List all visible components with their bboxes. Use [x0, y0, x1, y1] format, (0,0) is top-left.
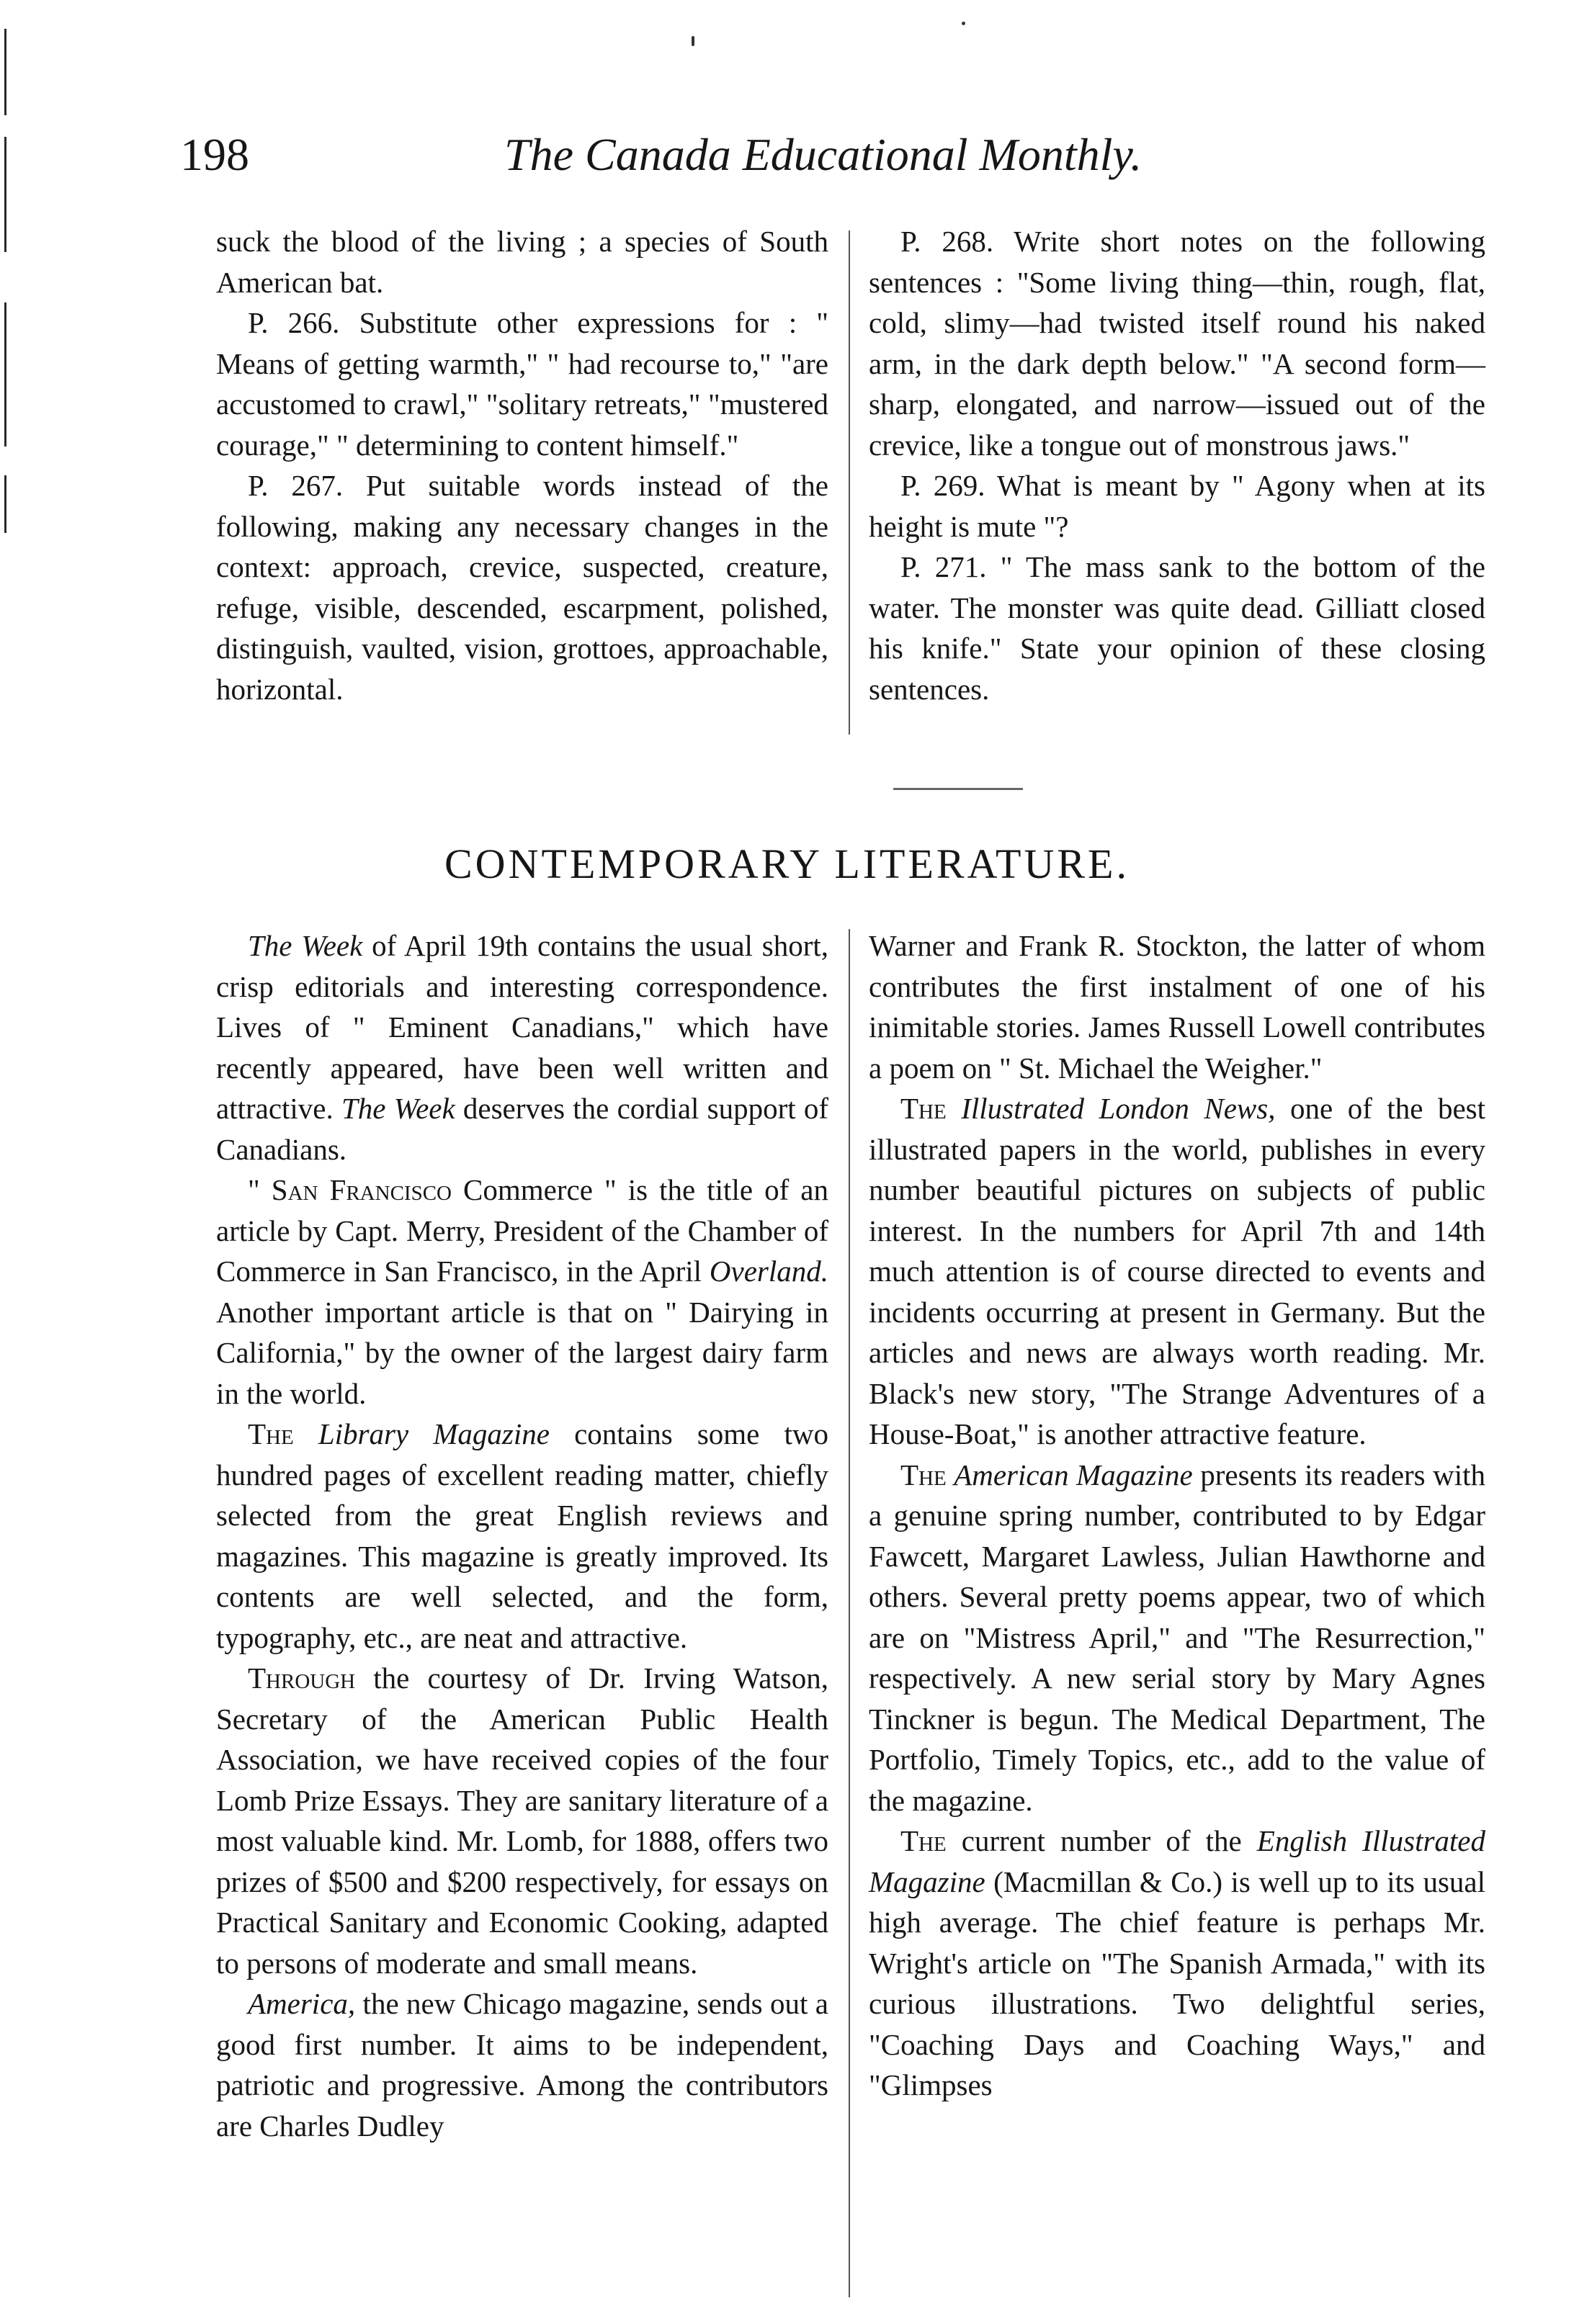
top-left-column [216, 221, 828, 709]
scan-margin-line [4, 29, 6, 115]
top-right-column [869, 221, 1485, 709]
paragraph-p268: P. 268. Write short notes on the following sentences : "Some living thing—thin, rough, flat, cold, slimy—had twisted itself round his naked arm, in the dark depth below." "A second form—sharp, elongated, and narrow—issued out of the crevice, like a tongue out of monstrous jaws." [869, 225, 1485, 462]
scan-margin-line [4, 475, 6, 533]
literature-right-column [869, 925, 1485, 2106]
text-library-magazine: contains some two hundred pages of excellent reading matter, chiefly selected from the great English reviews and magazines. This magazine is greatly improved. Its contents are well selected, and the form, typography, etc., are neat and attractive. [216, 1417, 828, 1654]
paragraph-lomb-prize [216, 1658, 828, 1983]
text-eim-1: current number of the [946, 1824, 1257, 1857]
running-title: The Canada Educational Monthly. [504, 129, 1143, 180]
page-header [180, 115, 1477, 194]
scan-margin-line [4, 137, 6, 252]
title-the-week-2: The Week [341, 1092, 455, 1125]
column-rule-bottom [849, 929, 850, 2297]
paragraph-p266: P. 266. Substitute other expressions for : " Means of getting warmth," " had recourse to," "are accustomed to crawl," "solitary retreats," "mustered courage," " determining to content himself." [216, 306, 828, 462]
text-iln-the: The [900, 1092, 947, 1125]
scan-margin-line [4, 302, 6, 447]
title-overland: Overland. [709, 1255, 828, 1288]
title-the-week: The Week [248, 929, 363, 962]
literature-left-column [216, 925, 828, 2146]
section-divider [893, 788, 1023, 790]
section-heading: CONTEMPORARY LITERATURE. [444, 840, 1130, 887]
paragraph-p269: P. 269. What is meant by " Agony when at its height is mute "? [869, 469, 1485, 543]
title-english-illustrated-magazine: English Illustrated Magazine [869, 1824, 1486, 1898]
paragraph-american-magazine [869, 1455, 1485, 1821]
paragraph-continued: Warner and Frank R. Stockton, the latter of whom contributes the first instalment of one of his inimitable stories. James Russell Lowell contributes a poem on " St. Michael the Weigher." [869, 929, 1485, 1085]
paragraph-the-week [216, 925, 828, 1170]
paragraph-library-magazine [216, 1414, 828, 1658]
text-america: the new Chicago magazine, sends out a good first number. It aims to be independent, patriotic and progressive. Among the contributors are Charles Dudley [216, 1987, 828, 2143]
scan-speck [962, 22, 965, 25]
text-through: Through [248, 1661, 356, 1695]
text-eim-the: The [900, 1824, 947, 1857]
paragraph-p271: P. 271. " The mass sank to the bottom of the water. The monster was quite dead. Gilliatt closed his knife." State your opinion of these closing sentences. [869, 550, 1485, 706]
page-number: 198 [180, 129, 249, 180]
paragraph-english-illustrated [869, 1821, 1485, 2106]
text-sf-open: " [248, 1173, 272, 1206]
text-the-week-2: deserves the cordial support of Canadians. [216, 1092, 829, 1166]
text-eim-2: (Macmillan & Co.) is well up to its usual high average. The chief feature is perhaps Mr. Wright's article on "The Spanish Armada," with its curious illustrations. Two delightful series, "Coaching Days and Coaching Ways," and "Glimpses [869, 1865, 1485, 2101]
title-library-magazine: Library Magazine [318, 1417, 550, 1450]
text-sf-2: Another important article is that on " Dairying in California," by the owner of the largest dairy farm in the world. [216, 1295, 828, 1410]
paragraph-america [216, 1983, 828, 2146]
text-american-magazine: presents its readers with a genuine spring number, contributed to by Edgar Fawcett, Margaret Lawless, Julian Hawthorne and others. Several pretty poems appear, two of which are on "Mistress April," and "The Resurrection," respectively. A new serial story by Mary Agnes Tinckner is begun. The Medical Department, The Portfolio, Timely Topics, etc., add to the value of the magazine. [869, 1458, 1486, 1817]
paragraph-illustrated-london-news [869, 1088, 1485, 1455]
paragraph-san-francisco [216, 1170, 828, 1414]
title-american-magazine: American Magazine [954, 1458, 1193, 1491]
text-illustrated-london-news: one of the best illustrated papers in the world, publishes in every number beautiful pictures on subjects of public interest. In the numbers for April 7th and 14th much attention is of course directed to events and incidents occurring at present in Germany. But the articles and news are always worth reading. Mr. Black's new story, "The Strange Adventures of a House-Boat," is another attractive feature. [869, 1092, 1485, 1450]
paragraph-bat: suck the blood of the living ; a species of South American bat. [216, 225, 828, 299]
column-rule-top [849, 230, 850, 735]
text-sf: Commerce " is the title of an article by Capt. Merry, President of the Chamber of Commerce in San Francisco, in the April [216, 1173, 828, 1288]
text-lib-the: The [248, 1417, 294, 1450]
text-am-the: The [900, 1458, 947, 1491]
paragraph-p267: P. 267. Put suitable words instead of the following, making any necessary changes in the context: approach, crevice, suspected, creature, refuge, visible, descended, escarpment, polished, distinguish, vaulted, vision, grottoes, approachable, horizontal. [216, 469, 828, 706]
text-lomb-prize: the courtesy of Dr. Irving Watson, Secretary of the American Public Health Association, we have received copies of the four Lomb Prize Essays. They are sanitary literature of a most valuable kind. Mr. Lomb, for 1888, offers two prizes of $500 and $200 respectively, for essays on Practical Sanitary and Economic Cooking, adapted to persons of moderate and small means. [216, 1661, 828, 1980]
title-illustrated-london-news: Illustrated London News, [961, 1092, 1276, 1125]
text-sf-smallcaps: San Francisco [271, 1173, 452, 1206]
scan-speck [692, 36, 694, 46]
text-the-week: of April 19th contains the usual short, crisp editorials and interesting correspondence. Lives of " Eminent Canadians," which have recently appeared, have been well written and attractive. [216, 929, 829, 1125]
title-america: America, [248, 1987, 356, 2020]
